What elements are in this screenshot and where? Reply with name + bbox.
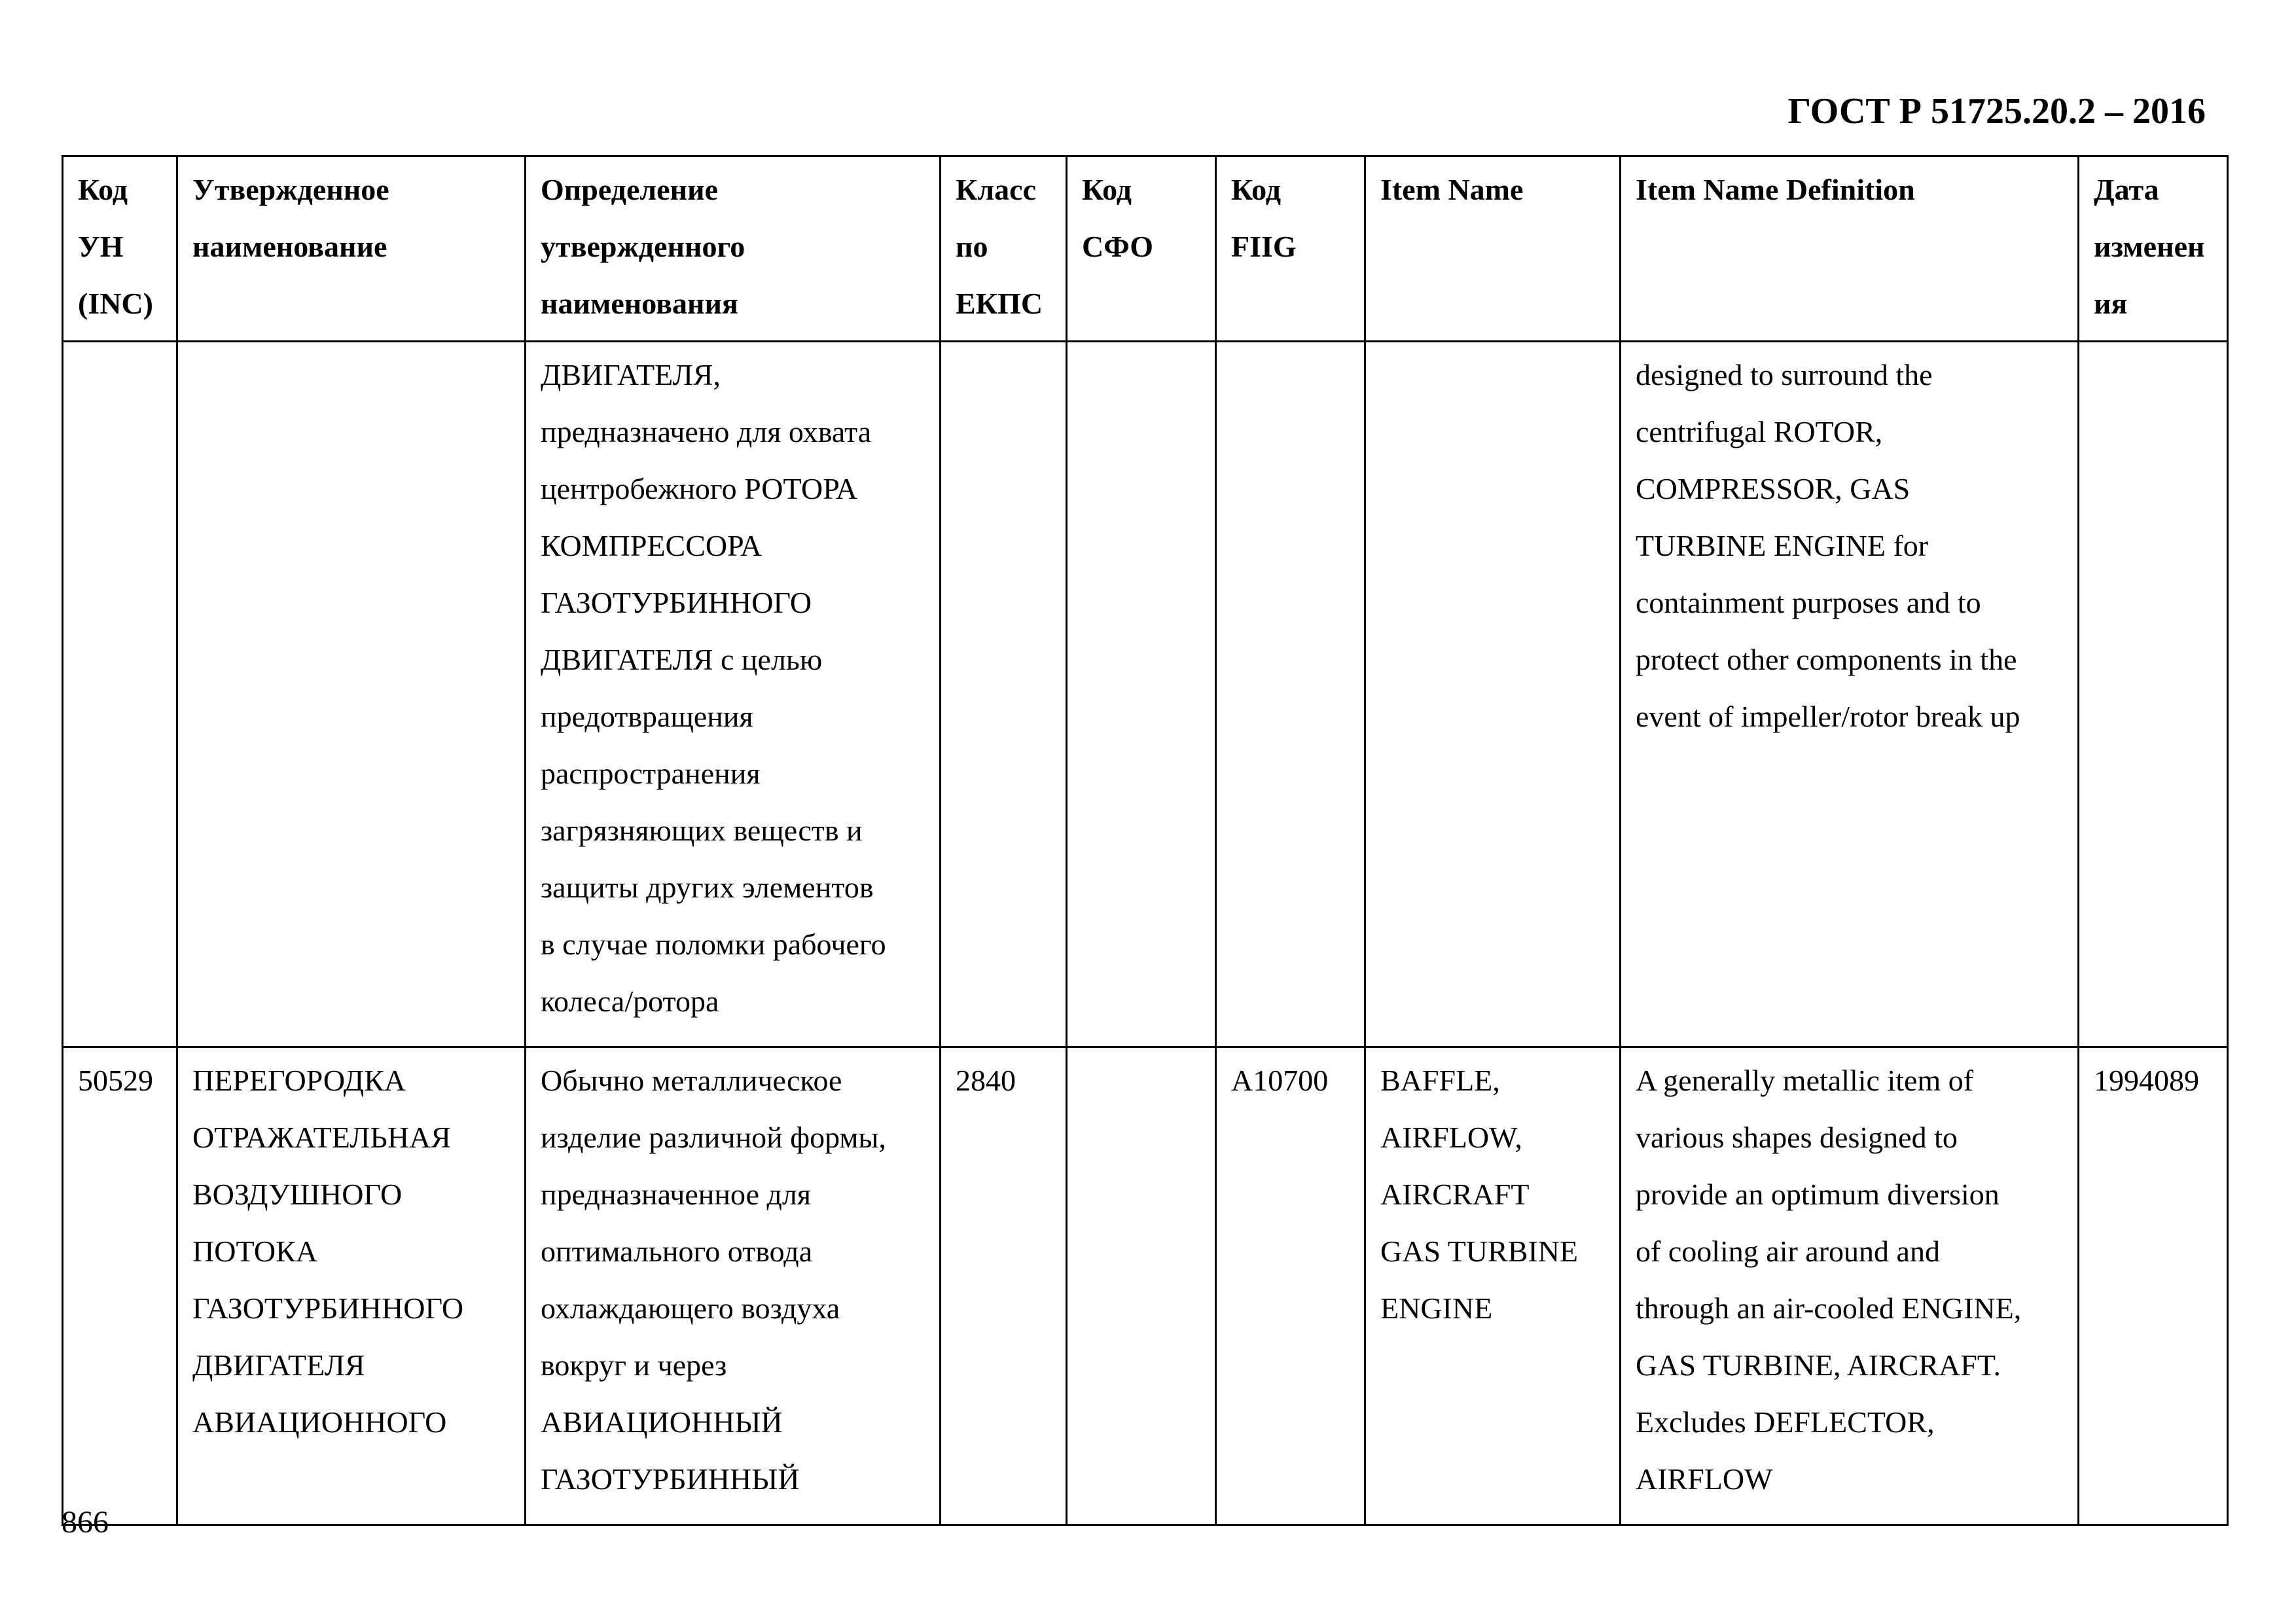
column-header-code-sfo: Код СФО bbox=[1067, 156, 1216, 342]
column-header-approved-name: Утвержденное наименование bbox=[177, 156, 526, 342]
cell-inc: 50529 bbox=[63, 1047, 177, 1525]
column-header-item-name-definition: Item Name Definition bbox=[1621, 156, 2079, 342]
cell-code-fiig: A10700 bbox=[1216, 1047, 1365, 1525]
column-header-code-fiig: Код FIIG bbox=[1216, 156, 1365, 342]
column-header-inc: Код УН (INC) bbox=[63, 156, 177, 342]
cell-item-name-definition: A generally metallic item of various shapes designed to provide an optimum diversion of cooling air around and through an air-cooled ENGINE, GAS TURBINE, AIRCRAFT. Excludes DEFLECTOR, AIRFLOW bbox=[1621, 1047, 2079, 1525]
table-row bbox=[63, 342, 2228, 1047]
column-header-date-changed: Дата изменен ия bbox=[2079, 156, 2228, 342]
cell-code-sfo bbox=[1067, 1047, 1216, 1525]
cell-definition: ДВИГАТЕЛЯ, предназначено для охвата центробежного РОТОРА КОМПРЕССОРА ГАЗОТУРБИННОГО ДВИГАТЕЛЯ с целью предотвращения распространения загрязняющих веществ и защиты других элементов в случае поломки рабочего колеса/ротора bbox=[526, 342, 941, 1047]
column-header-class-ekps: Класс по ЕКПС bbox=[941, 156, 1067, 342]
cell-inc bbox=[63, 342, 177, 1047]
table-header-row bbox=[63, 156, 2228, 342]
cell-code-fiig bbox=[1216, 342, 1365, 1047]
document-standard-number: ГОСТ Р 51725.20.2 – 2016 bbox=[1787, 91, 2206, 132]
cell-date-changed: 1994089 bbox=[2079, 1047, 2228, 1525]
cell-item-name-definition: designed to surround the centrifugal ROTOR, COMPRESSOR, GAS TURBINE ENGINE for containment purposes and to protect other components in the event of impeller/rotor break up bbox=[1621, 342, 2079, 1047]
cell-date-changed bbox=[2079, 342, 2228, 1047]
cell-code-sfo bbox=[1067, 342, 1216, 1047]
cell-item-name: BAFFLE, AIRFLOW, AIRCRAFT GAS TURBINE ENGINE bbox=[1365, 1047, 1621, 1525]
cell-definition: Обычно металлическое изделие различной формы, предназначенное для оптимального отвода охлаждающего воздуха вокруг и через АВИАЦИОННЫЙ ГАЗОТУРБИННЫЙ bbox=[526, 1047, 941, 1525]
cell-approved-name bbox=[177, 342, 526, 1047]
cell-approved-name: ПЕРЕГОРОДКА ОТРАЖАТЕЛЬНАЯ ВОЗДУШНОГО ПОТОКА ГАЗОТУРБИННОГО ДВИГАТЕЛЯ АВИАЦИОННОГО bbox=[177, 1047, 526, 1525]
cell-class-ekps: 2840 bbox=[941, 1047, 1067, 1525]
cell-class-ekps bbox=[941, 342, 1067, 1047]
table-row bbox=[63, 1047, 2228, 1525]
classification-table bbox=[62, 155, 2229, 1526]
cell-item-name bbox=[1365, 342, 1621, 1047]
column-header-item-name: Item Name bbox=[1365, 156, 1621, 342]
page-number: 866 bbox=[62, 1505, 109, 1540]
column-header-definition: Определение утвержденного наименования bbox=[526, 156, 941, 342]
